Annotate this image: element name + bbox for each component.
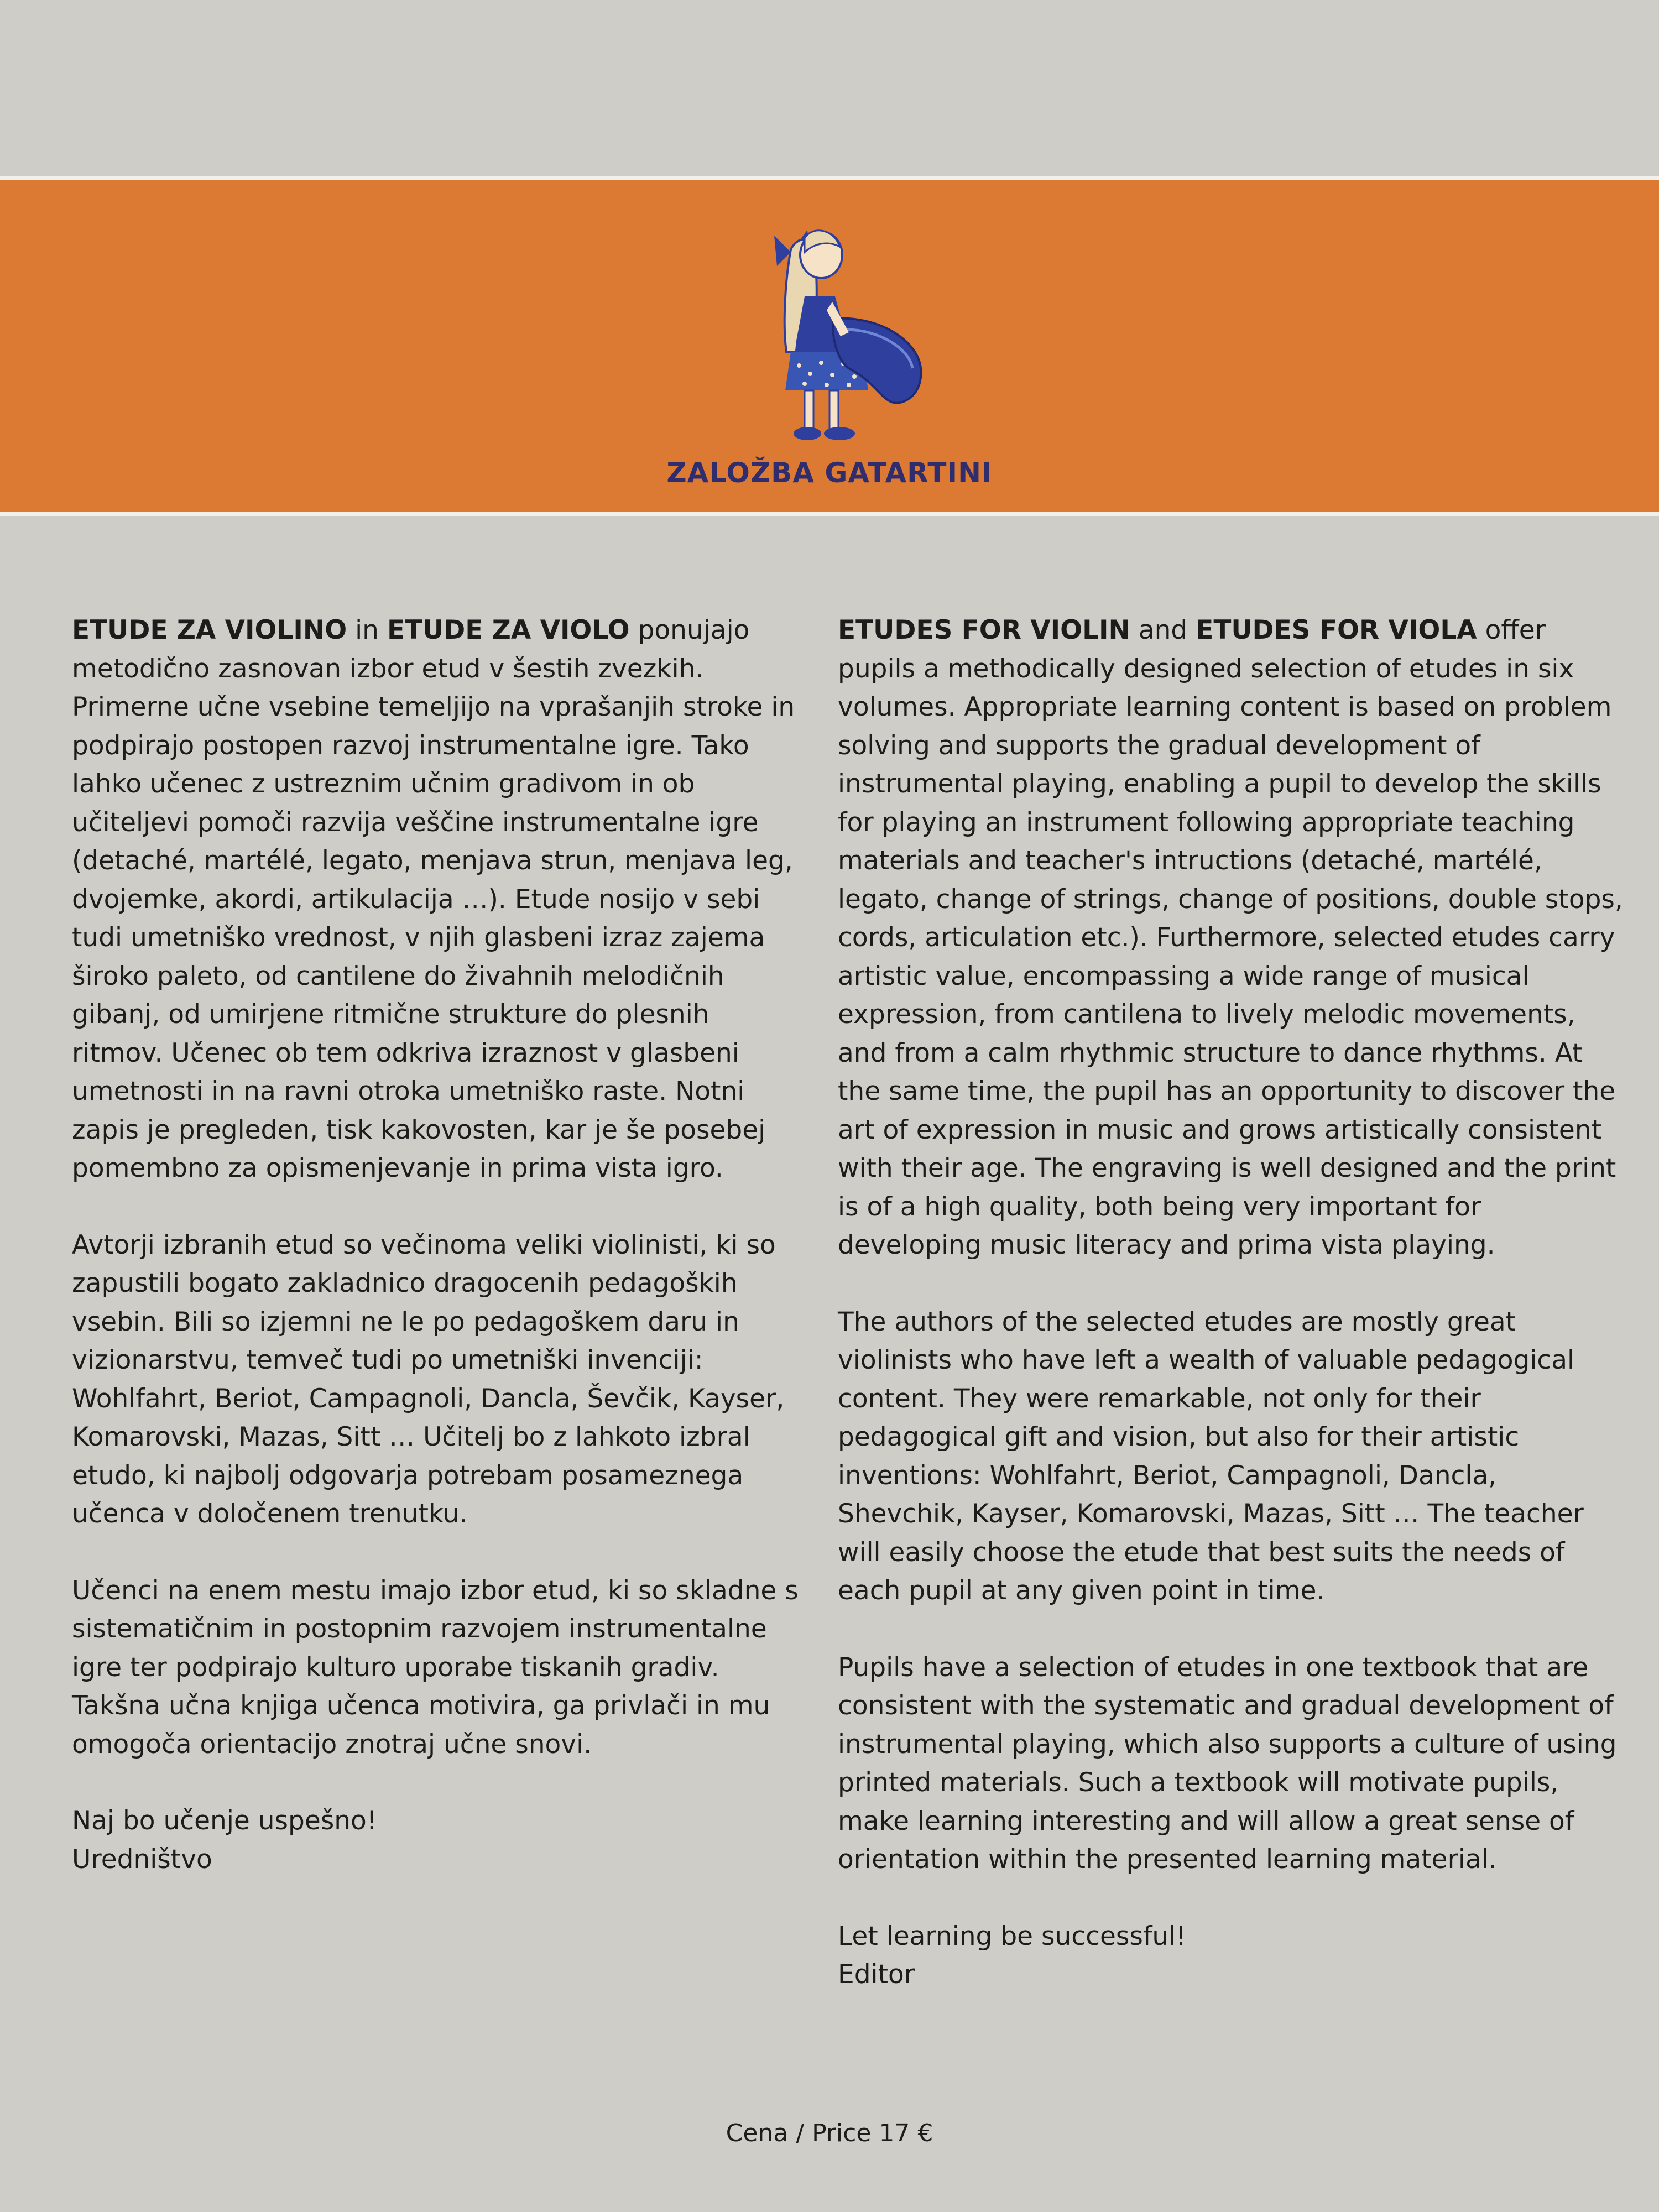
header-banner [0,176,1659,516]
slovene-paragraph-1: ETUDE ZA VIOLINO in ETUDE ZA VIOLO ponujajo metodično zasnovan izbor etud v šestih zvezkih. Primerne učne vsebine temeljijo na vprašanjih stroke in podpirajo postopen razvoj instrumentalne igre. Tako lahko učenec z ustreznim učnim gradivom in ob učiteljevi pomoči razvija veščine instrumentalne igre (detaché, martélé, legato, menjava strun, menjava leg, dvojemke, akordi, artikulacija …). Etude nosijo v sebi tudi umetniško vrednost, v njih glasbeni izraz zajema široko paleto, od cantilene do živahnih melodičnih gibanj, od umirjene ritmične strukture do plesnih ritmov. Učenec ob tem odkriva izraznost v glasbeni umetnosti in na ravni otroka umetniško raste. Notni zapis je pregleden, tisk kakovosten, kar je še posebej pomembno za opismenjevanje in prima vista igro. [72,615,795,1183]
slovene-paragraph-2: Avtorji izbranih etud so večinoma veliki violinisti, ki so zapustili bogato zakladnico dragocenih pedagoških vsebin. Bili so izjemni ne le po pedagoškem daru in vizionarstvu, temveč tudi po umetniški invenciji: Wohlfahrt, Beriot, Campagnoli, Dancla, Ševčik, Kayser, Komarovski, Mazas, Sitt … Učitelj bo z lahkoto izbral etudo, ki najbolj odgovarja potrebam posameznega učenca v določenem trenutku. [72,1229,785,1529]
english-signature: Editor [838,1959,915,1990]
slovene-closing: Naj bo učenje uspešno! [72,1806,377,1836]
english-paragraph-1-text: offer pupils a methodically designed selection of etudes in six volumes. Appropriate learning content is based on problem solving and supports the gradual development of instrumental playing, enabling a pupil to develop the skills for playing an instrument following appropriate teaching materials and teacher's intructions (detaché, martélé, legato, change of strings, change of positions, double stops, cords, articulation etc.). Furthermore, selected etudes carry artistic value, encompassing a wide range of musical expression, from cantilena to lively melodic movements, and from a calm rhythmic structure to dance rhythms. At the same time, the pupil has an opportunity to discover the art of expression in music and grows artistically consistent with their age. The engraving is well designed and the print is of a high quality, both being very important for developing music literacy and prima vista playing. [838,615,1623,1260]
english-paragraph-3: Pupils have a selection of etudes in one textbook that are consistent with the systematic and gradual development of instrumental playing, which also supports a culture of using printed materials. Such a textbook will motivate pupils, make learning interesting and will allow a great sense of orientation within the presented learning material. [838,1652,1617,1875]
price-label: Cena / Price 17 € [726,2119,933,2147]
title-viola-en: ETUDES FOR VIOLA [1196,615,1477,645]
girl-with-violin-case-icon [752,213,929,457]
slovene-paragraph-1-text: ponujajo metodično zasnovan izbor etud v šestih zvezkih. Primerne učne vsebine temeljijo na vprašanjih stroke in podpirajo postopen razvoj instrumentalne igre. Tako lahko učenec z ustreznim učnim gradivom in ob učiteljevi pomoči razvija veščine instrumentalne igre (detaché, martélé, legato, menjava strun, menjava leg, dvojemke, akordi, artikulacija …). Etude nosijo v sebi tudi umetniško vrednost, v njih glasbeni izraz zajema široko paleto, od cantilene do živahnih melodičnih gibanj, od umirjene ritmične strukture do plesnih ritmov. Učenec ob tem odkriva izraznost v glasbeni umetnosti in na ravni otroka umetniško raste. Notni zapis je pregleden, tisk kakovosten, kar je še posebej pomembno za opismenjevanje in prima vista igro. [72,615,795,1183]
english-paragraph-1: ETUDES FOR VIOLIN and ETUDES FOR VIOLA offer pupils a methodically designed selection of etudes in six volumes. Appropriate learning content is based on problem solving and supports the gradual development of instrumental playing, enabling a pupil to develop the skills for playing an instrument following appropriate teaching materials and teacher's intructions (detaché, martélé, legato, change of strings, change of positions, double stops, cords, articulation etc.). Furthermore, selected etudes carry artistic value, encompassing a wide range of musical expression, from cantilena to lively melodic movements, and from a calm rhythmic structure to dance rhythms. At the same time, the pupil has an opportunity to discover the art of expression in music and grows artistically consistent with their age. The engraving is well designed and the print is of a high quality, both being very important for developing music literacy and prima vista playing. [838,615,1623,1260]
slovene-signature: Uredništvo [72,1844,212,1875]
english-column [838,611,1623,1994]
title-viola-sl: ETUDE ZA VIOLO [387,615,630,645]
slovene-column [72,611,807,1879]
publisher-name: ZALOŽBA GATARTINI [666,457,993,489]
slovene-paragraph-3: Učenci na enem mestu imajo izbor etud, ki so skladne s sistematičnim in postopnim razvojem instrumentalne igre ter podpirajo kulturo uporabe tiskanih gradiv. Takšna učna knjiga učenca motivira, ga privlači in mu omogoča orientacijo znotraj učne snovi. [72,1575,799,1760]
english-paragraph-2: The authors of the selected etudes are mostly great violinists who have left a wealth of valuable pedagogical content. They were remarkable, not only for their pedagogical gift and vision, but also for their artistic inventions: Wohlfahrt, Beriot, Campagnoli, Dancla, Shevchik, Kayser, Komarovski, Mazas, Sitt … The teacher will easily choose the etude that best suits the needs of each pupil at any given point in time. [838,1306,1584,1606]
title-violin-en: ETUDES FOR VIOLIN [838,615,1130,645]
title-violin-sl: ETUDE ZA VIOLINO [72,615,347,645]
english-closing: Let learning be successful! [838,1921,1187,1952]
